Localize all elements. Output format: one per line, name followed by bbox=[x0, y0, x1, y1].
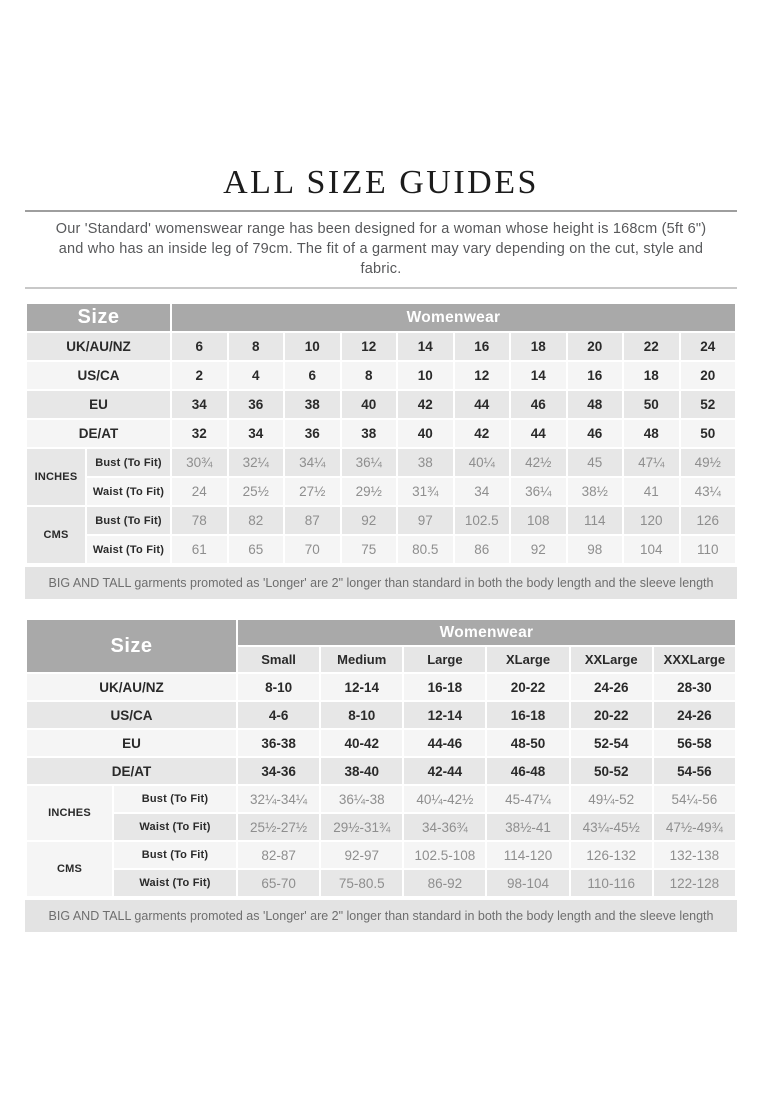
size-value-cell: 16-18 bbox=[487, 702, 568, 728]
size-value-cell: 114 bbox=[568, 507, 623, 534]
size-value-cell: 34 bbox=[455, 478, 510, 505]
size-value-cell: 12 bbox=[342, 333, 397, 360]
row-label: UK/AU/NZ bbox=[27, 333, 170, 360]
size-value-cell: 40¼-42½ bbox=[404, 786, 485, 812]
size-value-cell: 40-42 bbox=[321, 730, 402, 756]
size-value-cell: 14 bbox=[511, 362, 566, 389]
size-value-cell: 46 bbox=[568, 420, 623, 447]
size-category-header: XXLarge bbox=[571, 647, 652, 672]
size-value-cell: 65 bbox=[229, 536, 284, 563]
size-category-header: Small bbox=[238, 647, 319, 672]
size-value-cell: 34-36¾ bbox=[404, 814, 485, 840]
size-value-cell: 14 bbox=[398, 333, 453, 360]
size-value-cell: 38½-41 bbox=[487, 814, 568, 840]
size-value-cell: 46 bbox=[511, 391, 566, 418]
size-value-cell: 4 bbox=[229, 362, 284, 389]
size-value-cell: 42 bbox=[455, 420, 510, 447]
size-category-header: XXXLarge bbox=[654, 647, 735, 672]
size-value-cell: 49½ bbox=[681, 449, 736, 476]
size-value-cell: 45-47¼ bbox=[487, 786, 568, 812]
size-value-cell: 86 bbox=[455, 536, 510, 563]
size-value-cell: 92 bbox=[511, 536, 566, 563]
size-value-cell: 12-14 bbox=[321, 674, 402, 700]
womenwear-group-header: Womenwear bbox=[172, 304, 735, 331]
size-value-cell: 16 bbox=[568, 362, 623, 389]
size-value-cell: 49¼-52 bbox=[571, 786, 652, 812]
size-value-cell: 25½ bbox=[229, 478, 284, 505]
size-category-header: Large bbox=[404, 647, 485, 672]
size-value-cell: 28-30 bbox=[654, 674, 735, 700]
row-label: EU bbox=[27, 730, 236, 756]
size-value-cell: 80.5 bbox=[398, 536, 453, 563]
size-value-cell: 52-54 bbox=[571, 730, 652, 756]
size-value-cell: 61 bbox=[172, 536, 227, 563]
size-value-cell: 10 bbox=[285, 333, 340, 360]
size-value-cell: 82-87 bbox=[238, 842, 319, 868]
size-value-cell: 98 bbox=[568, 536, 623, 563]
size-value-cell: 16 bbox=[455, 333, 510, 360]
size-value-cell: 38½ bbox=[568, 478, 623, 505]
size-value-cell: 40 bbox=[342, 391, 397, 418]
size-value-cell: 12 bbox=[455, 362, 510, 389]
size-value-cell: 31¾ bbox=[398, 478, 453, 505]
size-value-cell: 36¼ bbox=[511, 478, 566, 505]
size-value-cell: 75 bbox=[342, 536, 397, 563]
size-value-cell: 41 bbox=[624, 478, 679, 505]
size-value-cell: 38-40 bbox=[321, 758, 402, 784]
size-value-cell: 36-38 bbox=[238, 730, 319, 756]
size-value-cell: 50 bbox=[681, 420, 736, 447]
womenwear-group-header: Womenwear bbox=[238, 620, 735, 645]
size-value-cell: 126-132 bbox=[571, 842, 652, 868]
row-label: Waist (To Fit) bbox=[114, 814, 236, 840]
row-label: US/CA bbox=[27, 362, 170, 389]
size-value-cell: 98-104 bbox=[487, 870, 568, 896]
intro-text: Our 'Standard' womenswear range has been designed for a woman whose height is 168cm (5ft 6") and who has an inside leg of 79cm. The fit of a garment may vary depending on the cut, style and fabric. bbox=[55, 221, 707, 277]
size-value-cell: 43¼-45½ bbox=[571, 814, 652, 840]
size-value-cell: 30¾ bbox=[172, 449, 227, 476]
size-value-cell: 43¼ bbox=[681, 478, 736, 505]
size-value-cell: 42½ bbox=[511, 449, 566, 476]
size-value-cell: 75-80.5 bbox=[321, 870, 402, 896]
size-value-cell: 120 bbox=[624, 507, 679, 534]
row-label: Waist (To Fit) bbox=[87, 478, 170, 505]
size-value-cell: 50-52 bbox=[571, 758, 652, 784]
size-value-cell: 92 bbox=[342, 507, 397, 534]
size-value-cell: 47¼ bbox=[624, 449, 679, 476]
divider-bottom bbox=[25, 287, 737, 289]
size-value-cell: 42 bbox=[398, 391, 453, 418]
size-value-cell: 47½-49¾ bbox=[654, 814, 735, 840]
unit-label: INCHES bbox=[27, 449, 85, 505]
size-corner-header: Size bbox=[27, 304, 170, 331]
size-value-cell: 45 bbox=[568, 449, 623, 476]
size-value-cell: 52 bbox=[681, 391, 736, 418]
size-value-cell: 20 bbox=[568, 333, 623, 360]
size-value-cell: 36 bbox=[285, 420, 340, 447]
size-value-cell: 34¼ bbox=[285, 449, 340, 476]
size-value-cell: 36¼ bbox=[342, 449, 397, 476]
row-label: Waist (To Fit) bbox=[114, 870, 236, 896]
size-value-cell: 48-50 bbox=[487, 730, 568, 756]
row-label: DE/AT bbox=[27, 420, 170, 447]
size-value-cell: 44 bbox=[455, 391, 510, 418]
size-value-cell: 122-128 bbox=[654, 870, 735, 896]
size-value-cell: 110-116 bbox=[571, 870, 652, 896]
size-value-cell: 114-120 bbox=[487, 842, 568, 868]
row-label: EU bbox=[27, 391, 170, 418]
size-value-cell: 20-22 bbox=[487, 674, 568, 700]
size-value-cell: 44 bbox=[511, 420, 566, 447]
size-value-cell: 8 bbox=[342, 362, 397, 389]
big-and-tall-note: BIG AND TALL garments promoted as 'Longer' are 2" longer than standard in both the body length and the sleeve length bbox=[25, 567, 737, 599]
size-value-cell: 2 bbox=[172, 362, 227, 389]
size-value-cell: 108 bbox=[511, 507, 566, 534]
size-value-cell: 97 bbox=[398, 507, 453, 534]
size-value-cell: 87 bbox=[285, 507, 340, 534]
size-value-cell: 86-92 bbox=[404, 870, 485, 896]
size-value-cell: 20-22 bbox=[571, 702, 652, 728]
size-value-cell: 38 bbox=[398, 449, 453, 476]
size-corner-header: Size bbox=[27, 620, 236, 672]
size-category-header: Medium bbox=[321, 647, 402, 672]
size-value-cell: 104 bbox=[624, 536, 679, 563]
size-value-cell: 25½-27½ bbox=[238, 814, 319, 840]
size-value-cell: 50 bbox=[624, 391, 679, 418]
size-value-cell: 24 bbox=[681, 333, 736, 360]
size-value-cell: 54¼-56 bbox=[654, 786, 735, 812]
size-value-cell: 102.5-108 bbox=[404, 842, 485, 868]
size-value-cell: 56-58 bbox=[654, 730, 735, 756]
size-value-cell: 48 bbox=[568, 391, 623, 418]
unit-label: CMS bbox=[27, 842, 112, 896]
size-value-cell: 70 bbox=[285, 536, 340, 563]
size-value-cell: 46-48 bbox=[487, 758, 568, 784]
size-value-cell: 78 bbox=[172, 507, 227, 534]
size-value-cell: 110 bbox=[681, 536, 736, 563]
size-value-cell: 38 bbox=[285, 391, 340, 418]
size-value-cell: 12-14 bbox=[404, 702, 485, 728]
size-value-cell: 27½ bbox=[285, 478, 340, 505]
row-label: Bust (To Fit) bbox=[114, 842, 236, 868]
size-value-cell: 16-18 bbox=[404, 674, 485, 700]
size-value-cell: 24-26 bbox=[654, 702, 735, 728]
size-value-cell: 8-10 bbox=[238, 674, 319, 700]
row-label: Waist (To Fit) bbox=[87, 536, 170, 563]
size-value-cell: 42-44 bbox=[404, 758, 485, 784]
unit-label: INCHES bbox=[27, 786, 112, 840]
row-label: Bust (To Fit) bbox=[87, 449, 170, 476]
womenwear-numeric-size-table bbox=[25, 302, 737, 565]
size-value-cell: 65-70 bbox=[238, 870, 319, 896]
womenwear-letter-size-table bbox=[25, 618, 737, 898]
size-value-cell: 24-26 bbox=[571, 674, 652, 700]
page-title: ALL SIZE GUIDES bbox=[223, 164, 539, 201]
size-value-cell: 4-6 bbox=[238, 702, 319, 728]
size-value-cell: 6 bbox=[172, 333, 227, 360]
size-value-cell: 32 bbox=[172, 420, 227, 447]
row-label: UK/AU/NZ bbox=[27, 674, 236, 700]
size-value-cell: 22 bbox=[624, 333, 679, 360]
size-value-cell: 29½ bbox=[342, 478, 397, 505]
size-value-cell: 40¼ bbox=[455, 449, 510, 476]
size-value-cell: 36 bbox=[229, 391, 284, 418]
size-value-cell: 36¼-38 bbox=[321, 786, 402, 812]
size-value-cell: 82 bbox=[229, 507, 284, 534]
size-value-cell: 8 bbox=[229, 333, 284, 360]
size-value-cell: 48 bbox=[624, 420, 679, 447]
size-value-cell: 34 bbox=[229, 420, 284, 447]
row-label: Bust (To Fit) bbox=[114, 786, 236, 812]
size-value-cell: 10 bbox=[398, 362, 453, 389]
row-label: Bust (To Fit) bbox=[87, 507, 170, 534]
size-value-cell: 34-36 bbox=[238, 758, 319, 784]
unit-label: CMS bbox=[27, 507, 85, 563]
size-value-cell: 32¼-34¼ bbox=[238, 786, 319, 812]
size-value-cell: 32¼ bbox=[229, 449, 284, 476]
size-value-cell: 132-138 bbox=[654, 842, 735, 868]
size-value-cell: 8-10 bbox=[321, 702, 402, 728]
size-value-cell: 54-56 bbox=[654, 758, 735, 784]
numeric-size-table-section bbox=[25, 302, 737, 599]
row-label: US/CA bbox=[27, 702, 236, 728]
size-value-cell: 40 bbox=[398, 420, 453, 447]
size-value-cell: 29½-31¾ bbox=[321, 814, 402, 840]
row-label: DE/AT bbox=[27, 758, 236, 784]
letter-size-table-section bbox=[25, 618, 737, 932]
size-value-cell: 102.5 bbox=[455, 507, 510, 534]
big-and-tall-note: BIG AND TALL garments promoted as 'Longer' are 2" longer than standard in both the body length and the sleeve length bbox=[25, 900, 737, 932]
size-value-cell: 20 bbox=[681, 362, 736, 389]
size-value-cell: 34 bbox=[172, 391, 227, 418]
size-category-header: XLarge bbox=[487, 647, 568, 672]
size-value-cell: 18 bbox=[511, 333, 566, 360]
size-value-cell: 92-97 bbox=[321, 842, 402, 868]
size-value-cell: 44-46 bbox=[404, 730, 485, 756]
size-value-cell: 6 bbox=[285, 362, 340, 389]
size-value-cell: 126 bbox=[681, 507, 736, 534]
size-value-cell: 24 bbox=[172, 478, 227, 505]
size-value-cell: 18 bbox=[624, 362, 679, 389]
size-value-cell: 38 bbox=[342, 420, 397, 447]
